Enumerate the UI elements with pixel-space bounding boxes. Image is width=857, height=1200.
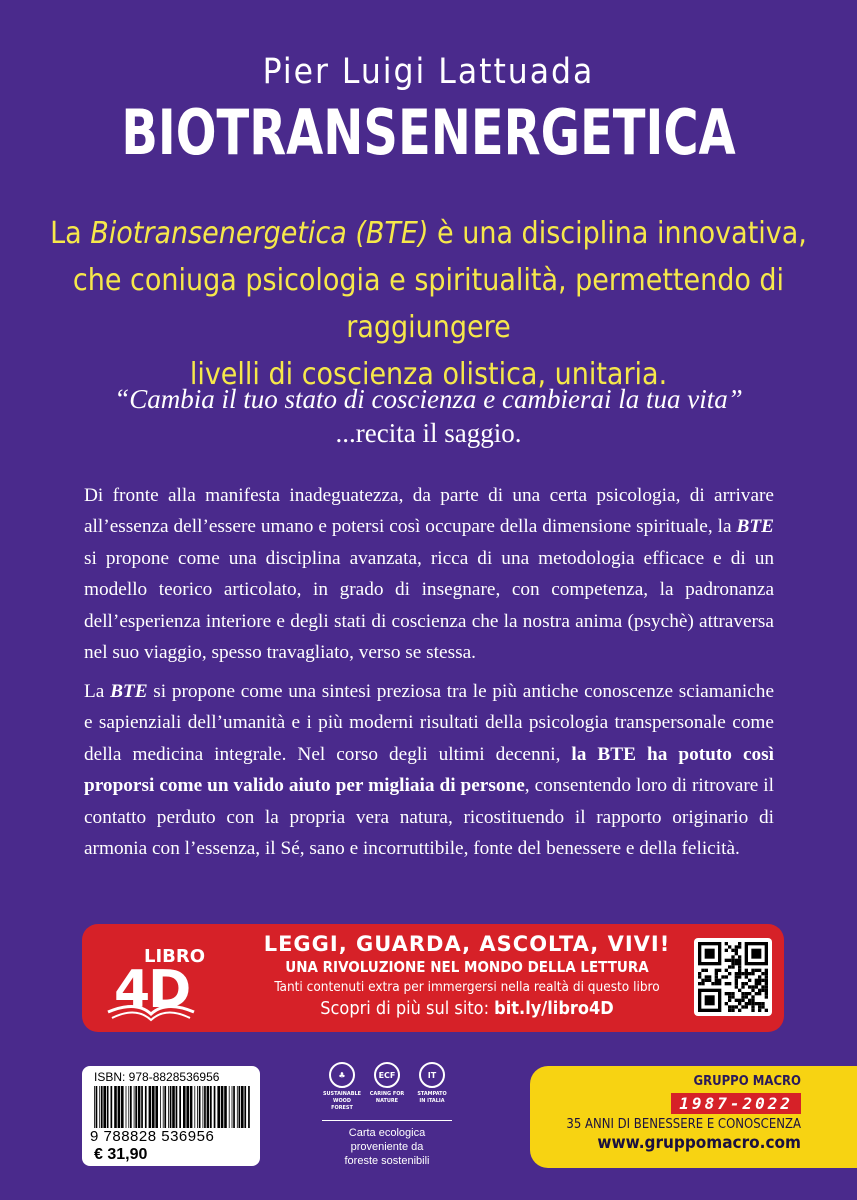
qr-module <box>735 1005 738 1008</box>
qr-module <box>738 1002 741 1005</box>
qr-module <box>731 949 734 952</box>
barcode-bar <box>194 1086 195 1128</box>
qr-module <box>698 975 701 978</box>
qr-module <box>705 979 708 982</box>
qr-module <box>758 979 761 982</box>
qr-module <box>728 965 731 968</box>
eco-text-line: foreste sostenibili <box>344 1155 430 1167</box>
qr-module <box>765 982 768 985</box>
barcode-bar <box>203 1086 204 1128</box>
qr-module <box>738 975 741 978</box>
qr-module <box>738 959 741 962</box>
qr-module <box>741 985 744 988</box>
qr-module <box>735 959 738 962</box>
qr-module <box>728 1005 731 1008</box>
qr-module <box>765 972 768 975</box>
paragraph-1 <box>84 480 774 668</box>
qr-module <box>738 989 741 992</box>
qr-module <box>715 969 718 972</box>
qr-module <box>698 972 701 975</box>
qr-module <box>751 985 754 988</box>
quote-attribution: ...recita il saggio. <box>335 418 522 448</box>
qr-module <box>765 975 768 978</box>
eco-label-line: NATURE <box>375 1098 399 1104</box>
qr-module <box>728 995 731 998</box>
qr-module <box>705 969 708 972</box>
qr-module <box>705 995 715 1005</box>
qr-module <box>738 942 741 945</box>
qr-module <box>728 959 731 962</box>
qr-module <box>748 1002 751 1005</box>
qr-module <box>718 982 721 985</box>
qr-module <box>701 982 704 985</box>
qr-module <box>731 955 734 958</box>
qr-module <box>765 989 768 992</box>
qr-module <box>761 1005 764 1008</box>
qr-module <box>708 975 711 978</box>
qr-module <box>728 1009 731 1012</box>
qr-module <box>758 1009 761 1012</box>
barcode-bar <box>163 1086 164 1128</box>
qr-module <box>738 965 741 968</box>
p2-c: si propone come una sintesi preziosa tra le più antiche conoscenze sciamaniche e sapienziali dell’umanità e i più moderni risultati della psicologia transpersonale come della medicina integrale. Nel corso degli ultimi decenni, <box>84 681 774 765</box>
price-text: € 31,90 <box>94 1146 148 1163</box>
barcode-bar <box>149 1086 152 1128</box>
qr-module <box>735 952 738 955</box>
barcode-bar <box>237 1086 238 1128</box>
qr-module <box>738 972 741 975</box>
qr-module <box>741 992 744 995</box>
qr-module <box>741 1005 744 1008</box>
qr-module <box>698 982 701 985</box>
banner-text <box>232 932 702 1019</box>
qr-module <box>715 979 718 982</box>
qr-module <box>738 955 741 958</box>
qr-module <box>758 969 761 972</box>
eco-text <box>322 1126 452 1168</box>
barcode-bar <box>107 1086 109 1128</box>
qr-module <box>755 982 758 985</box>
qr-module <box>751 1002 754 1005</box>
qr-module <box>765 985 768 988</box>
p2-e: , consentendo loro di ritrovare il contatto perduto con la propria vera natura, ricostituendo il rapporto originario di armonia con l’essenza, il Sé, sano e incorruttibile, fonte del benessere e della felicità. <box>84 775 774 860</box>
eco-label-line: SUSTAINABLE <box>322 1091 362 1097</box>
barcode-digits: 9 788828 536956 <box>90 1128 215 1145</box>
eco-label <box>322 1091 362 1112</box>
banner-description: Tanti contenuti extra per immergersi nella realtà di questo libro <box>274 979 660 995</box>
barcode-bar <box>233 1086 235 1128</box>
qr-module <box>718 969 721 972</box>
barcode-bar <box>155 1086 158 1128</box>
qr-module <box>735 979 738 982</box>
qr-module <box>738 962 741 965</box>
eco-icons-row <box>322 1062 452 1112</box>
barcode-bar <box>224 1086 227 1128</box>
qr-module <box>735 982 738 985</box>
qr-module <box>761 972 764 975</box>
macro-site[interactable]: www.gruppomacro.com <box>597 1133 801 1153</box>
qr-module <box>765 1009 768 1012</box>
barcode-bar <box>101 1086 103 1128</box>
paragraph-2 <box>84 676 774 864</box>
barcode-bar <box>94 1086 95 1128</box>
qr-module <box>721 975 724 978</box>
qr-module <box>738 945 741 948</box>
qr-module <box>758 992 761 995</box>
barcode-bar <box>135 1086 137 1128</box>
qr-module <box>735 985 738 988</box>
qr-module <box>765 969 768 972</box>
qr-module <box>745 969 748 972</box>
qr-module <box>751 995 754 998</box>
eco-label-line: WOOD FOREST <box>331 1098 353 1111</box>
qr-module <box>705 975 708 978</box>
barcode-bar <box>118 1086 121 1128</box>
intro-line1-em: Biotransenergetica (BTE) <box>90 216 429 251</box>
eco-divider <box>322 1120 452 1121</box>
barcode-bar <box>248 1086 250 1128</box>
qr-module <box>715 975 718 978</box>
isbn-text: ISBN: 978-8828536956 <box>94 1070 220 1084</box>
qr-module <box>748 985 751 988</box>
eco-certifications <box>322 1062 452 1168</box>
qr-module <box>745 995 748 998</box>
barcode-bar <box>128 1086 129 1128</box>
barcode-bar <box>183 1086 186 1128</box>
barcode-bar <box>241 1086 244 1128</box>
qr-module <box>728 945 731 948</box>
barcode-bar <box>138 1086 141 1128</box>
author-name: Pier Luigi Lattuada <box>262 52 595 92</box>
qr-module <box>705 949 715 959</box>
barcode-bar <box>207 1086 210 1128</box>
sustainable-wood-item <box>322 1062 362 1112</box>
qr-module <box>758 989 761 992</box>
qr-module <box>725 949 728 952</box>
barcode-bar <box>199 1086 201 1128</box>
qr-module <box>738 999 741 1002</box>
p1-b: BTE <box>736 516 774 538</box>
macro-tagline: 35 ANNI DI BENESSERE E CONOSCENZA <box>566 1117 801 1132</box>
qr-module <box>758 975 761 978</box>
logo-libro-text: LIBRO <box>144 946 206 967</box>
barcode-bar <box>176 1086 178 1128</box>
qr-module <box>735 975 738 978</box>
qr-module <box>741 982 744 985</box>
macro-name: GRUPPO MACRO <box>693 1074 801 1089</box>
qr-module <box>731 1005 734 1008</box>
qr-module <box>735 999 738 1002</box>
tree-icon: ♣ <box>329 1062 355 1088</box>
book-title: BIOTRANSENERGETICA <box>121 96 736 169</box>
qr-module <box>725 992 728 995</box>
qr-module <box>731 995 734 998</box>
barcode-bar <box>145 1086 147 1128</box>
logo-4d-text: 4D <box>114 960 190 1020</box>
banner-site-label: Scopri di più sul sito: <box>320 998 495 1019</box>
qr-module <box>765 995 768 998</box>
p1-a: Di fronte alla manifesta inadeguatezza, da parte di una certa psicologia, di arrivare all’essenza dell’essere umano e potersi così occupare della dimensione spirituale, la <box>84 485 774 538</box>
barcode-bar <box>221 1086 224 1128</box>
qr-module <box>751 989 754 992</box>
barcode-bar <box>217 1086 220 1128</box>
qr-module <box>731 992 734 995</box>
qr-module <box>728 992 731 995</box>
qr-module <box>761 989 764 992</box>
qr-module <box>738 969 741 972</box>
qr-module <box>745 975 748 978</box>
qr-module <box>748 979 751 982</box>
qr-module <box>745 1002 748 1005</box>
eco-label-line: CARING FOR <box>369 1091 405 1097</box>
ecf-item <box>367 1062 407 1112</box>
barcode-bar <box>229 1086 230 1128</box>
p2-b: BTE <box>110 681 148 702</box>
eco-label <box>412 1091 452 1105</box>
qr-module <box>741 972 744 975</box>
made-in-italy-item <box>412 1062 452 1112</box>
quote-text: “Cambia il tuo stato di coscienza e cambierai la tua vita” <box>114 384 743 414</box>
eco-text-line: Carta ecologica <box>348 1127 426 1139</box>
barcode-bar <box>244 1086 246 1128</box>
intro-text <box>40 210 817 398</box>
qr-module <box>755 992 758 995</box>
qr-module <box>725 982 728 985</box>
qr-module <box>731 959 734 962</box>
qr-module <box>731 962 734 965</box>
qr-module <box>758 982 761 985</box>
qr-module <box>728 999 731 1002</box>
barcode-bar <box>103 1086 106 1128</box>
barcode-bar <box>190 1086 193 1128</box>
qr-module <box>751 969 754 972</box>
qr-module <box>715 972 718 975</box>
qr-module <box>751 1009 754 1012</box>
italy-icon: IT <box>419 1062 445 1088</box>
barcode-bar <box>111 1086 113 1128</box>
qr-module <box>725 975 728 978</box>
barcode-bar <box>141 1086 143 1128</box>
intro-line2: che coniuga psicologia e spiritualità, permettendo di raggiungere <box>72 263 785 345</box>
barcode-bar <box>130 1086 132 1128</box>
qr-module <box>755 985 758 988</box>
qr-module <box>741 999 744 1002</box>
qr-module <box>741 995 744 998</box>
qr-module <box>725 942 728 945</box>
quote-block <box>40 382 817 450</box>
barcode-bar <box>172 1086 175 1128</box>
qr-module <box>755 1002 758 1005</box>
qr-module <box>731 965 734 968</box>
barcode-bar <box>179 1086 181 1128</box>
qr-module <box>745 992 748 995</box>
libro4d-logo <box>96 934 206 1024</box>
qr-module <box>715 982 718 985</box>
eco-label <box>367 1091 407 1105</box>
barcode-bar <box>170 1086 172 1128</box>
banner-site <box>232 998 702 1019</box>
qr-module <box>735 972 738 975</box>
qr-module <box>725 969 728 972</box>
qr-module <box>731 1009 734 1012</box>
intro-line1-pre: La <box>50 216 91 251</box>
qr-module <box>711 982 714 985</box>
barcode-bar <box>114 1086 117 1128</box>
barcode-bar <box>197 1086 198 1128</box>
barcode-bar <box>239 1086 241 1128</box>
qr-module <box>738 1009 741 1012</box>
intro-line3: livelli di coscienza olistica, unitaria. <box>189 357 668 392</box>
qr-module <box>751 949 761 959</box>
barcode-bar <box>152 1086 155 1128</box>
barcode-bar <box>134 1086 135 1128</box>
qr-module <box>718 979 721 982</box>
qr-module <box>728 972 731 975</box>
qr-module <box>708 979 711 982</box>
barcode-bar <box>96 1086 98 1128</box>
qr-module <box>748 972 751 975</box>
qr-module <box>765 979 768 982</box>
qr-module <box>748 999 751 1002</box>
qr-module <box>758 1005 761 1008</box>
p2-d: la BTE ha potuto così proporsi come un valido aiuto per migliaia di persone <box>84 743 774 797</box>
p2-a: La <box>84 681 111 702</box>
qr-module <box>755 969 758 972</box>
banner-site-url[interactable]: bit.ly/libro4D <box>494 998 614 1019</box>
barcode-icon <box>94 1086 250 1128</box>
qr-module <box>735 962 738 965</box>
eco-text-line: proveniente da <box>350 1141 424 1153</box>
qr-code-graphic <box>698 942 768 1012</box>
macro-years: 1987-2022 <box>671 1093 801 1114</box>
qr-module <box>728 982 731 985</box>
barcode-bar <box>126 1086 127 1128</box>
banner-headline: LEGGI, GUARDA, ASCOLTA, VIVI! <box>263 932 671 956</box>
qr-module <box>751 999 754 1002</box>
qr-module <box>735 949 738 952</box>
qr-module <box>748 992 751 995</box>
intro-line1-post: è una disciplina innovativa, <box>428 216 807 251</box>
qr-module <box>701 969 704 972</box>
qr-module <box>745 1005 748 1008</box>
qr-module <box>725 959 728 962</box>
barcode-bar <box>232 1086 233 1128</box>
qr-module <box>761 985 764 988</box>
qr-module <box>765 992 768 995</box>
qr-module <box>701 979 704 982</box>
qr-code-icon[interactable] <box>694 938 772 1016</box>
barcode-bar <box>164 1086 166 1128</box>
barcode-bar <box>160 1086 161 1128</box>
qr-module <box>761 1002 764 1005</box>
eco-label-line: STAMPATO <box>417 1091 447 1097</box>
qr-module <box>751 972 754 975</box>
barcode-bar <box>210 1086 212 1128</box>
barcode-bar <box>186 1086 189 1128</box>
libro4d-banner <box>82 924 784 1032</box>
qr-module <box>751 1005 754 1008</box>
barcode-bar <box>204 1086 206 1128</box>
barcode-bar <box>168 1086 169 1128</box>
barcode-bar <box>99 1086 100 1128</box>
qr-module <box>735 945 738 948</box>
p1-c: si propone come una disciplina avanzata, ricca di una metodologia efficace e di un modello teorico articolato, in grado di insegnare, con competenza, la padronanza dell’esperienza interiore e degli stati di coscienza che la nostra anima (psychè) attraversa nel suo viaggio, spesso travagliato, verso se stessa. <box>84 547 774 664</box>
gruppo-macro-box <box>530 1066 857 1168</box>
qr-module <box>745 972 748 975</box>
banner-subhead: UNA RIVOLUZIONE NEL MONDO DELLA LETTURA <box>285 958 649 976</box>
qr-module <box>758 1002 761 1005</box>
barcode-bar <box>121 1086 124 1128</box>
qr-module <box>745 982 748 985</box>
barcode-box <box>82 1066 260 1166</box>
ecf-icon: ECF <box>374 1062 400 1088</box>
eco-label-line: IN ITALIA <box>419 1098 445 1104</box>
qr-module <box>761 979 764 982</box>
qr-module <box>725 1002 728 1005</box>
barcode-bar <box>214 1086 216 1128</box>
qr-module <box>755 979 758 982</box>
